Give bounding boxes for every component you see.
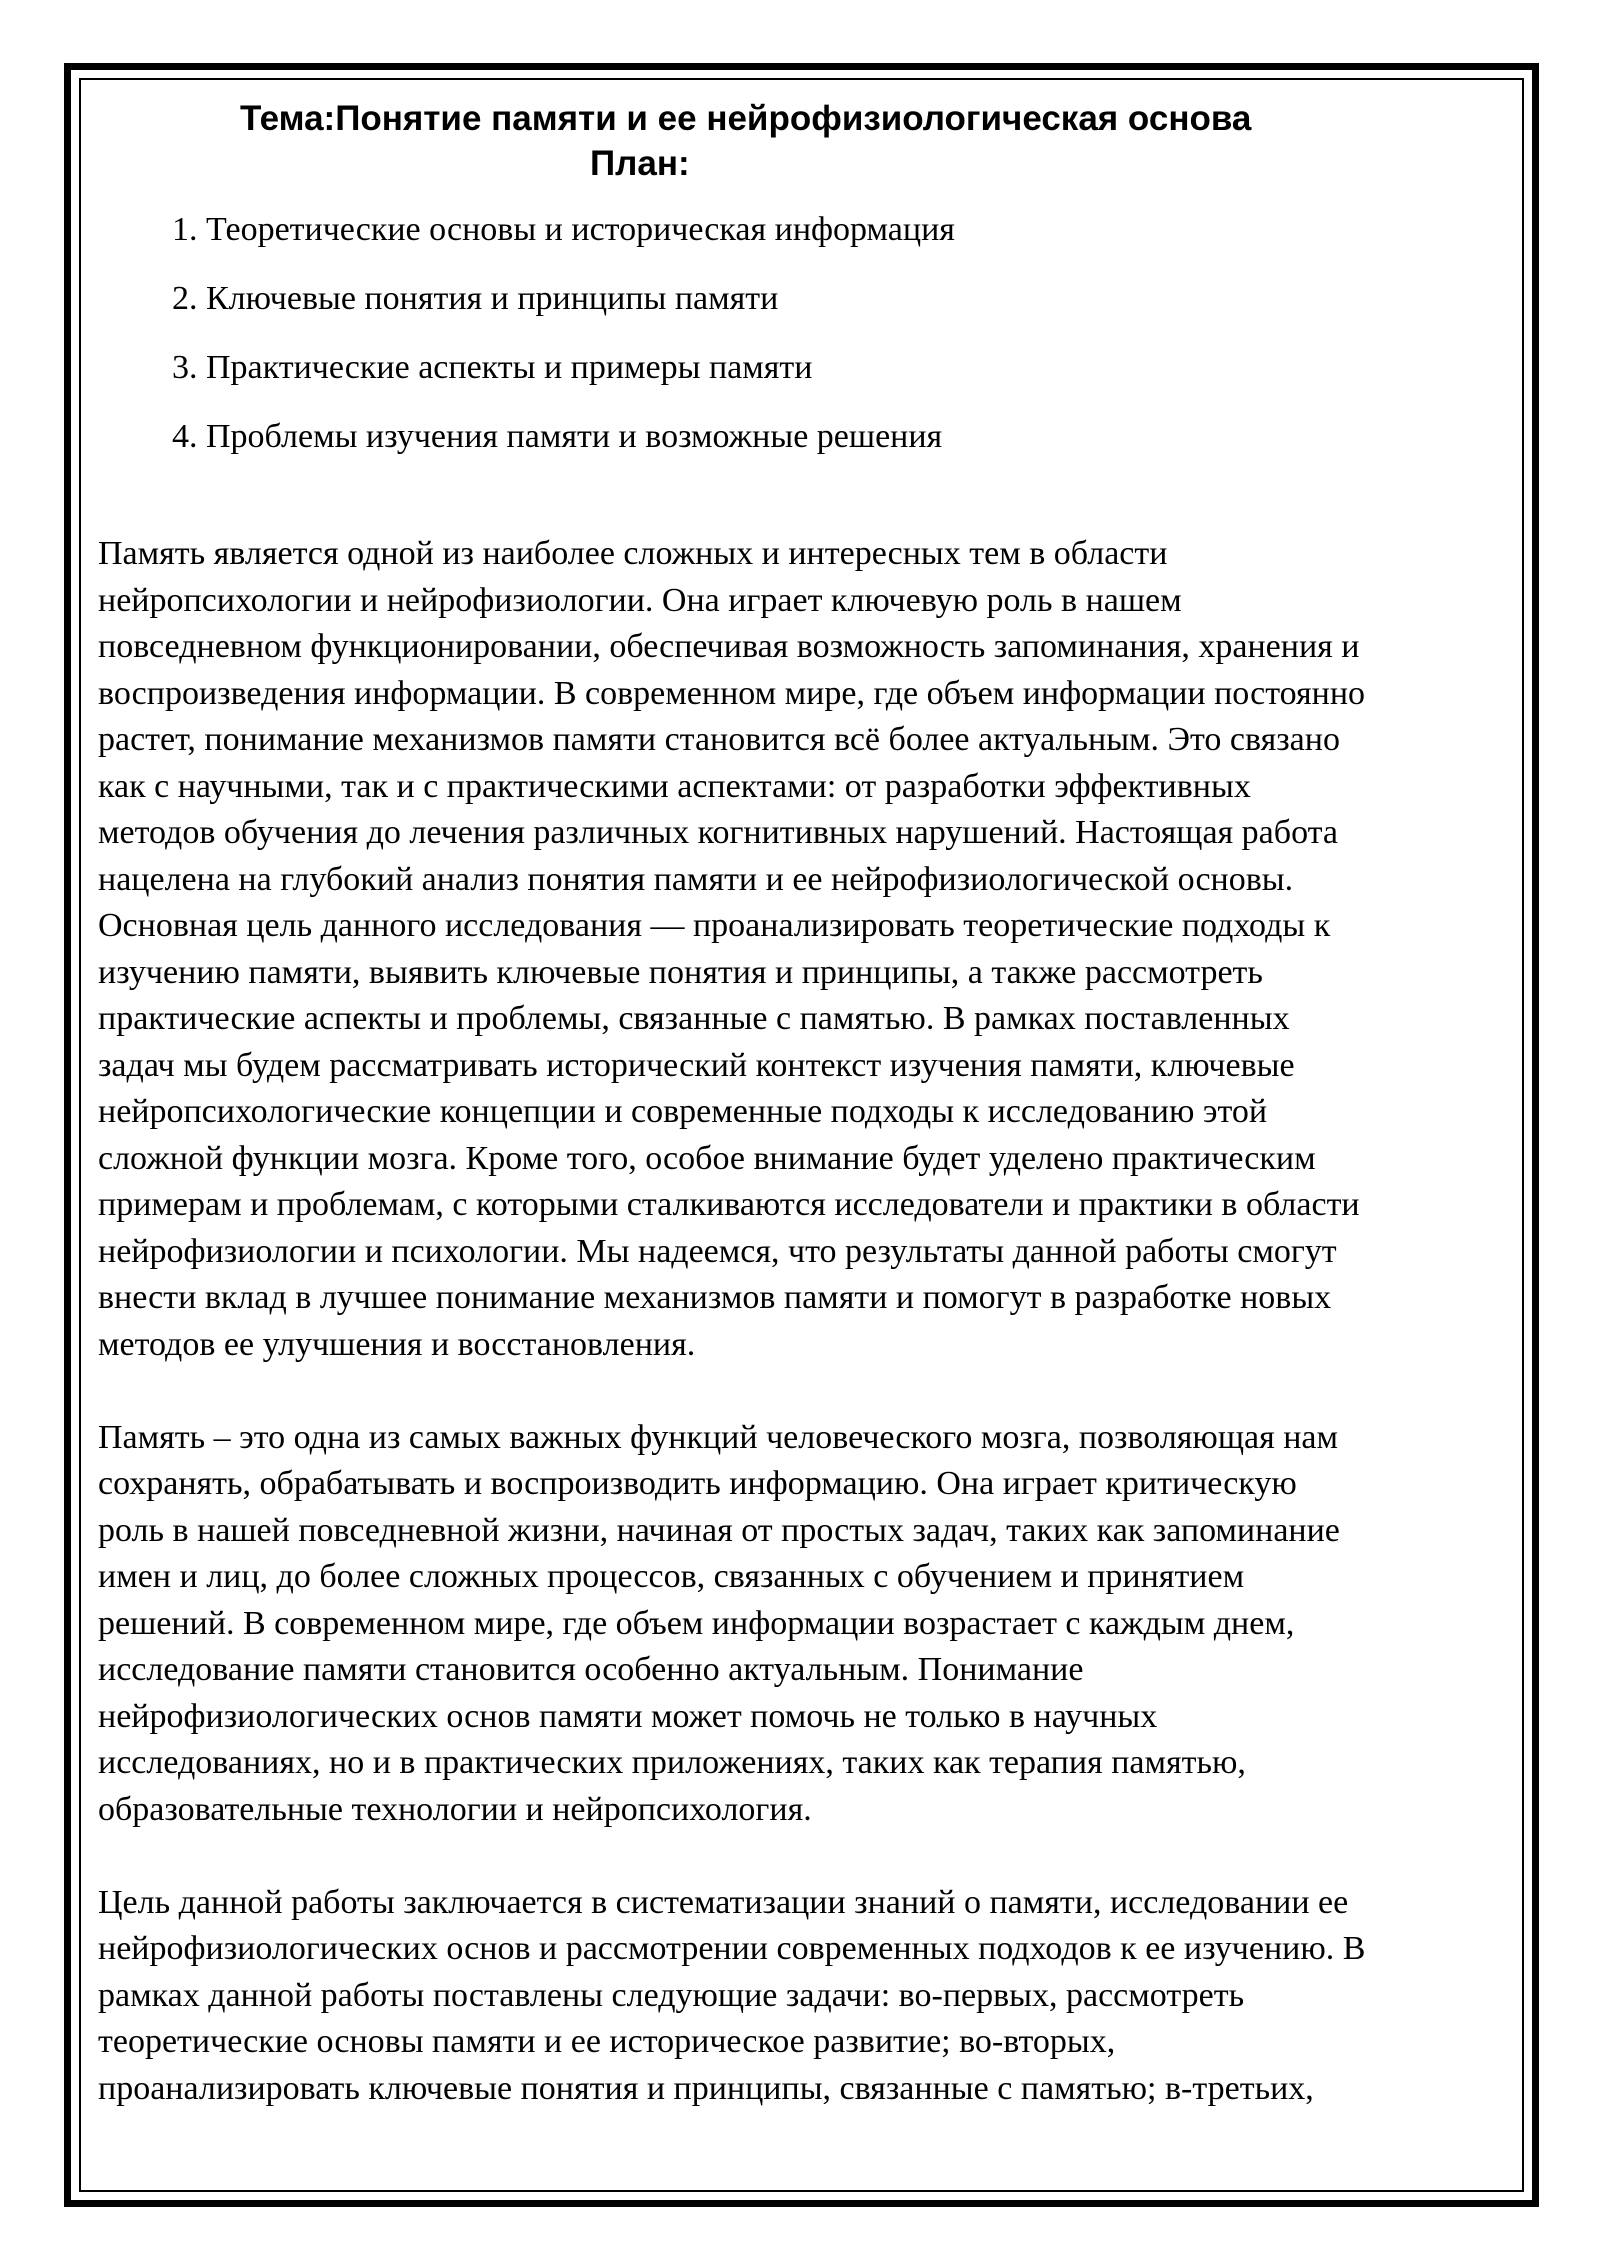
text-line: решений. В современном мире, где объем информации возрастает с каждым днем, — [98, 1604, 1295, 1642]
plan-list — [98, 210, 1518, 457]
text-line: нейрофизиологии и психологии. Мы надеемся, что результаты данной работы смогут — [98, 1232, 1337, 1270]
document-title: Тема:Понятие памяти и ее нейрофизиологическая основа — [240, 99, 1252, 138]
text-line: методов обучения до лечения различных когнитивных нарушений. Настоящая работа — [98, 814, 1338, 851]
paragraph-memory-definition — [98, 1415, 1518, 1834]
paragraph-goals — [98, 1880, 1518, 2113]
text-line: задач мы будем рассматривать исторический контекст изучения памяти, ключевые — [98, 1046, 1295, 1084]
text-line: исследование памяти становится особенно актуальным. Понимание — [98, 1651, 1084, 1688]
plan-heading: План: — [590, 144, 690, 183]
text-line: сохранять, обрабатывать и воспроизводить информацию. Она играет критическую — [98, 1465, 1297, 1502]
document-content — [98, 96, 1518, 2159]
text-line: примерам и проблемам, с которыми сталкиваются исследователи и практики в области — [98, 1186, 1360, 1223]
text-line: повседневном функционировании, обеспечивая возможность запоминания, хранения и — [98, 628, 1360, 665]
paragraph-intro — [98, 531, 1518, 1368]
text-line: нейрофизиологических основ памяти может помочь не только в научных — [98, 1697, 1158, 1735]
text-line: нейропсихологические концепции и современные подходы к исследованию этой — [98, 1093, 1268, 1130]
text-line: практические аспекты и проблемы, связанные с памятью. В рамках поставленных — [98, 1000, 1290, 1037]
text-line: нейропсихологии и нейрофизиологии. Она играет ключевую роль в нашем — [98, 581, 1182, 619]
text-line: роль в нашей повседневной жизни, начиная от простых задач, таких как запоминание — [98, 1511, 1340, 1549]
text-line: исследованиях, но и в практических приложениях, таких как терапия памятью, — [98, 1744, 1246, 1781]
text-line: проанализировать ключевые понятия и принципы, связанные с памятью; в-третьих, — [98, 2069, 1314, 2107]
text-line: методов ее улучшения и восстановления. — [98, 1325, 696, 1363]
text-line: теоретические основы памяти и ее историческое развитие; во-вторых, — [98, 2023, 1116, 2060]
plan-item: 2. Ключевые понятия и принципы памяти — [172, 280, 779, 317]
text-line: имен и лиц, до более сложных процессов, связанных с обучением и принятием — [98, 1558, 1245, 1595]
text-line: нацелена на глубокий анализ понятия памяти и ее нейрофизиологической основы. — [98, 860, 1294, 898]
text-line: образовательные технологии и нейропсихология. — [98, 1790, 812, 1828]
text-line: как с научными, так и с практическими аспектами: от разработки эффективных — [98, 767, 1251, 805]
text-line: растет, понимание механизмов памяти становится всё более актуальным. Это связано — [98, 721, 1340, 758]
text-line: рамках данной работы поставлены следующие задачи: во-первых, рассмотреть — [98, 1976, 1245, 2014]
text-line: изучению памяти, выявить ключевые понятия и принципы, а также рассмотреть — [98, 953, 1263, 991]
text-line: воспроизведения информации. В современном мире, где объем информации постоянно — [98, 674, 1366, 712]
text-line: Цель данной работы заключается в систематизации знаний о памяти, исследовании ее — [98, 1883, 1349, 1921]
plan-item: 4. Проблемы изучения памяти и возможные решения — [172, 418, 943, 455]
plan-item: 1. Теоретические основы и историческая информация — [172, 211, 955, 248]
text-line: внести вклад в лучшее понимание механизмов памяти и помогут в разработке новых — [98, 1279, 1332, 1316]
body-text — [98, 531, 1518, 2112]
text-line: нейрофизиологических основ и рассмотрении современных подходов к ее изучению. В — [98, 1930, 1366, 1967]
text-line: Память – это одна из самых важных функций человеческого мозга, позволяющая нам — [98, 1418, 1339, 1456]
text-line: Память является одной из наиболее сложных и интересных тем в области — [98, 535, 1168, 572]
text-line: Основная цель данного исследования — проанализировать теоретические подходы к — [98, 907, 1331, 944]
text-line: сложной функции мозга. Кроме того, особое внимание будет уделено практическим — [98, 1139, 1316, 1177]
plan-item: 3. Практические аспекты и примеры памяти — [172, 349, 813, 386]
